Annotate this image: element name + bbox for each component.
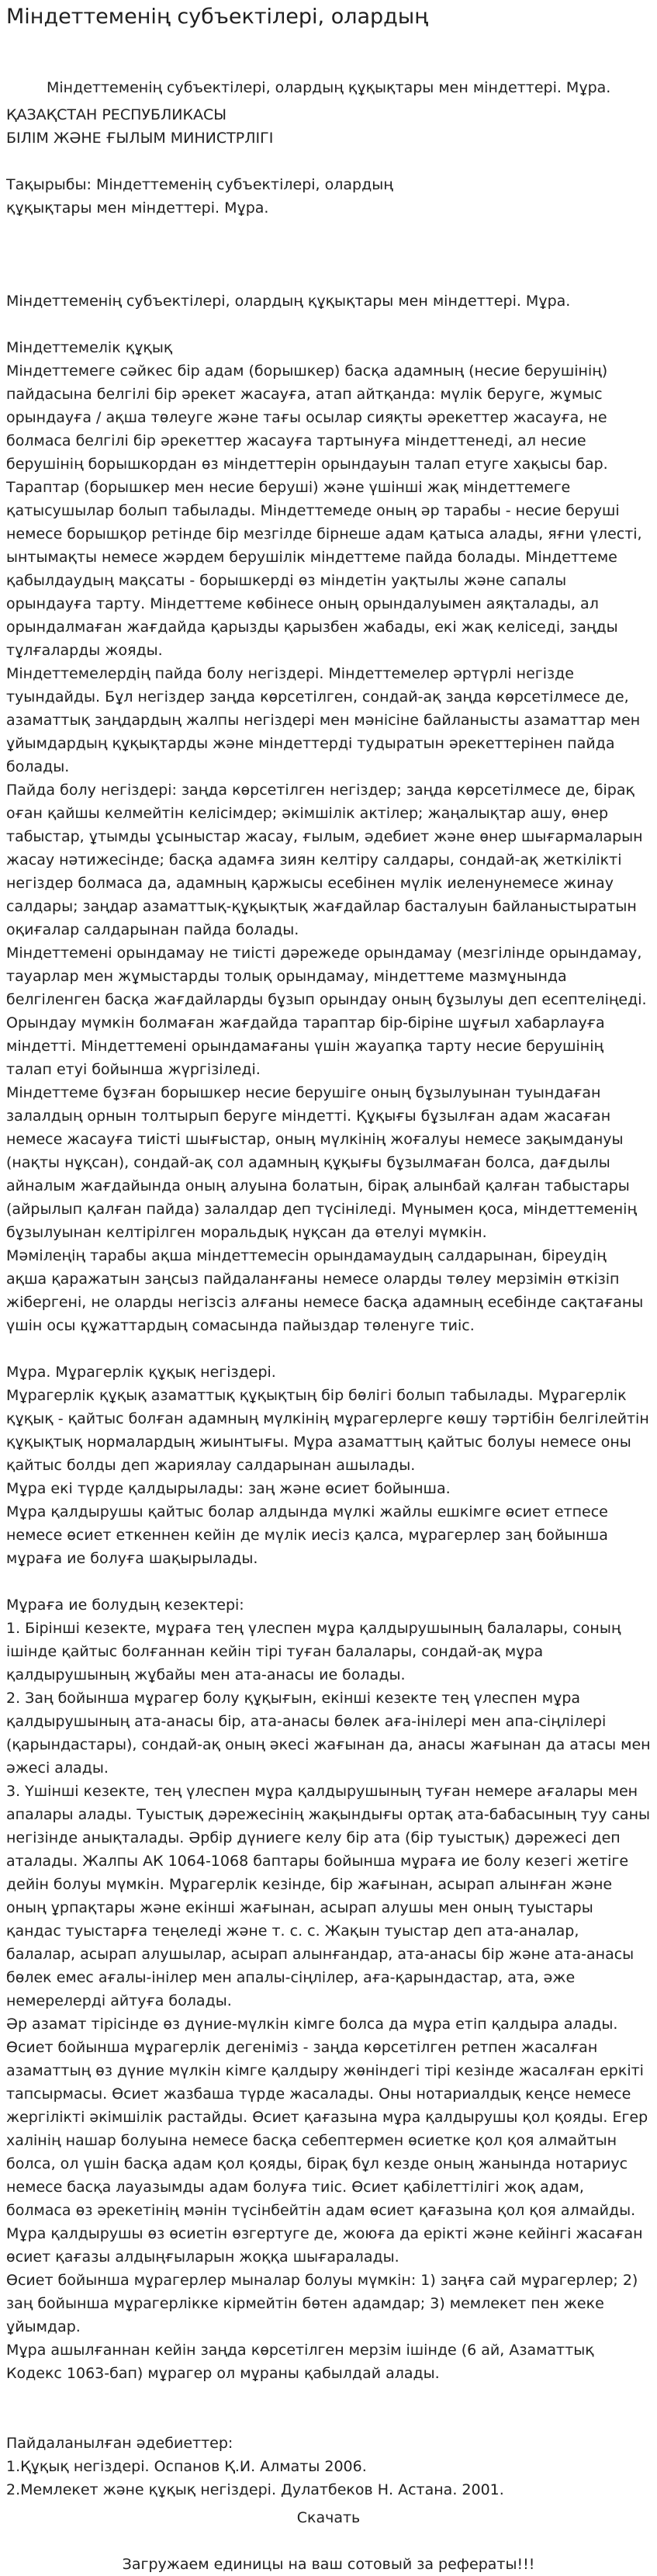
topic-line-2: құқықтары мен міндеттері. Мұра.: [6, 199, 269, 217]
republic-line: ҚАЗАҚСТАН РЕСПУБЛИКАСЫ: [6, 106, 226, 123]
body-paragraph: Мұра ашылғаннан кейін заңда көрсетілген мерзім ішінде (6 ай, Азаматтық Кодекс 1063-бап) мұрагер ол мұраны қабылдай алады.: [6, 2342, 594, 2382]
body-paragraph: Міндеттемелік құқық: [6, 339, 173, 356]
body-paragraph: Мұра екі түрде қалдырылады: заң және өсиет бойынша.: [6, 1480, 451, 1497]
body-paragraph: Міндеттеме бұзған борышкер несие берушіге оның бұзылуынан туындаған залалдың орнын толтырып беруге міндетті. Құқығы бұзылған адам жасаған немесе жасауға тиісті шығыстар, оның мүлкінің жоғалуы немесе зақымдануы (нақты нұқсан), сондай-ақ сол адамның құқығы бұзылмаған болса, дағдылы айналым жағдайында оның алуына болатын, бірақ алынбай қалған табыстары (айрылып қалған пайда) залалдар деп түсініледі. Мүнымен қоса, міндеттеменің бұзылуынан келтірілген моральдық нұқсан да өтелуі мүмкін.: [6, 1084, 637, 1241]
body-paragraph: Пайдаланылған әдебиеттер:: [6, 2435, 233, 2452]
body-paragraph: 2. Заң бойынша мұрагер болу құқығын, екінші кезекте тең үлеспен мұра қалдырушының ата-анасы бір, ата-анасы бөлек аға-інілері мен апа-сіңлілері (қарындастары), сондай-ақ оның әкесі жағынан да, анасы жағынан да атасы мен әжесі алады.: [6, 1690, 651, 1777]
body-paragraph: [6, 2408, 651, 2432]
body-paragraph: 3. Үшінші кезекте, тең үлеспен мұра қалдырушының туған немере ағалары мен апалары алады. Туыстық дәрежесінің жақындығы ортақ ата-бабасының туу саны негізінде анықталады. Әрбір дүниеге келу бір ата (бір туыстық) дәрежесі деп аталады. Жалпы АК 1064-1068 баптары бойынша мұраға ие болу кезегі жетіге дейін болуы мүмкін. Мұрагерлік кезінде, бір жағынан, асырап алынған және оның ұрпақтары және екінші жағынан, асырап алушы мен оның туыстары қандас туыстарға теңеледі және т. с. с. Жақын туыстар деп ата-аналар, балалар, асырап алушылар, асырап алынғандар, ата-анасы бір және ата-анасы бөлек емес ағалы-інілер мен апалы-сіңлілер, аға-қарындастар, ата, әже немерелерді айтуға болады.: [6, 1783, 650, 2009]
body-paragraph: [6, 1570, 651, 1593]
promo-text: Загружаем единицы на ваш сотовый за рефераты!!!: [122, 2556, 535, 2573]
body-paragraph: Өсиет бойынша мұрагерлер мыналар болуы мүмкін: 1) заңға сай мұрагерлер; 2) заң бойынша мұрагерлікке кірмейтін бөтен адамдар; 3) мемлекет пен жеке ұйымдар.: [6, 2272, 638, 2335]
body-paragraph: Пайда болу негіздері: заңда көрсетілген негіздер; заңда көрсетілмесе де, бірақ оған қайшы келмейтін келісімдер; әкімшілік актілер; жаңалықтар ашу, өнер табыстар, ұтымды ұсыныстар жасау, ғылым, әдебиет және өнер шығармаларын жасау нәтижесінде; басқа адамға зиян келтіру салдары, сондай-ақ жеткілікті негіздер болмаса да, адамның қаржысы есебінен мүлік иеленунемесе жинау салдары; заңдар азаматтық-құқықтық жағдайлар басталуын байланыстыратын оқиғалар салдарынан пайда болады.: [6, 782, 643, 938]
body-paragraph: Мұра қалдырушы қайтыс болар алдында мүлкі жайлы ешкімге өсиет етпесе немесе өсиет еткеннен кейін де мүлік иесіз қалса, мұрагерлер заң бойынша мұраға ие болуға шақырылады.: [6, 1503, 608, 1567]
page-title: Міндеттеменің субъектілері, олардың: [6, 5, 429, 29]
download-link[interactable]: Скачать: [296, 2509, 361, 2526]
body-paragraph: Міндеттемеге сәйкес бір адам (борышкер) басқа адамның (несие берушінің) пайдасына белгілі бір әрекет жасауға, атап айтқанда: мүлік беруге, жұмыс орындауға / ақша төлеуге және тағы осылар сияқты әрекеттер жасауға, не болмаса белгілі бір әрекеттер жасауға тартынуға міндеттенеді, ал несие берушінің борышкордан өз міндеттерін орындауын талап етуге хақысы бар. Тараптар (борышкер мен несие беруші) және үшінші жақ міндеттемеге қатысушылар болып табылады. Міндеттемеде оның әр тарабы - несие беруші немесе борышқор ретінде бір мезгілде бірнеше адам қатыса алады, яғни үлесті, ынтымақты немесе жәрдем берушілік міндеттеме пайда болады. Міндеттеме қабылдаудың мақсаты - борышкерді өз міндетін уақтылы және сапалы орындауға тарту. Міндеттеме көбінесе оның орындалуымен аяқталады, ал орындалмаған жағдайда қарызды қарызбен жабады, екі жақ келіседі, заңды тұлғаларды жояды.: [6, 362, 642, 659]
body-paragraph: Мұрагерлік құқық азаматтық құқықтың бір бөлігі болып табылады. Мұрагерлік құқық - қайтыс болған адамның мүлкінің мұрагерлерге көшу тәртібін белгілейтін құқықтық нормалардың жиынтығы. Мұра азаматтың қайтыс болуы немесе оны қайтыс болды деп жариялау салдарынан ашылады.: [6, 1387, 649, 1474]
document-header: [6, 103, 651, 220]
body-paragraph: 2.Мемлекет және құқық негіздері. Дулатбеков Н. Астана. 2001.: [6, 2481, 504, 2498]
body-paragraph: Мұра. Мұрагерлік құқық негіздері.: [6, 1364, 276, 1381]
body-paragraph: [6, 2385, 651, 2408]
ministry-line: БІЛІМ ЖӘНЕ ҒЫЛЫМ МИНИСТРЛІГІ: [6, 130, 274, 147]
main-title: Міндеттеменің субъектілері, олардың құқықтары мен міндеттері. Мұра.: [6, 293, 571, 310]
topic-line-1: Тақырыбы: Міндеттеменің субъектілері, олардың: [6, 176, 393, 193]
body-paragraph: Мұраға ие болудың кезектері:: [6, 1597, 244, 1614]
body-paragraph: Мәмілеңің тарабы ақша міндеттемесін орындамаудың салдарынан, біреудің ақша қаражатын заңсыз пайдаланғаны немесе оларды төлеу мерзімін өткізіп жібергені, не оларды негізсіз алғаны немесе басқа адамның есебінде сақтағаны үшін осы құжаттардың сомасында пайыздар төленуге тиіс.: [6, 1247, 644, 1334]
body-paragraph: Міндеттемелердің пайда болу негіздері. Міндеттемелер әртүрлі негізде туындайды. Бұл негіздер заңда көрсетілген, сондай-ақ заңда көрсетілмесе де, азаматтық заңдардың жалпы негіздері мен мәнісіне байланысты азаматтар мен ұйымдардың құқықтарды және міндеттерді тудыратын әрекеттерінен пайда болады.: [6, 665, 641, 775]
body-paragraph: 1.Құқық негіздері. Оспанов Қ.И. Алматы 2006.: [6, 2458, 367, 2475]
body-paragraph: [6, 1337, 651, 1361]
body-paragraph: Міндеттемені орындамау не тиісті дәрежеде орындамау (мезгілінде орындамау, тауарлар мен жұмыстарды толық орындамау, міндеттеме мазмұнында белгіленген басқа жағдайларды бұзып орындау оның бұзылуы деп есептеліңеді. Орындау мүмкін болмаған жағдайда тараптар бір-біріне шұғыл хабарлауға міндетті. Міндеттемені орындамағаны үшін жауапқа тарту несие берушінің талап етуі бойынша жүргізіледі.: [6, 945, 647, 1078]
intro-text: Міндеттеменің субъектілері, олардың құқықтары мен міндеттері. Мұра.: [47, 79, 611, 96]
article-body: [6, 336, 651, 2501]
body-paragraph: 1. Бірінші кезекте, мұраға тең үлеспен мұра қалдырушының балалары, соның ішінде қайтыс болғаннан кейін тірі туған балалары, сондай-ақ мұра қалдырушының жұбайы мен ата-анасы ие болады.: [6, 1620, 621, 1683]
body-paragraph: Әр азамат тірісінде өз дүние-мүлкін кімге болса да мұра етіп қалдыра алады. Өсиет бойынша мұрагерлік дегеніміз - заңда көрсетілген ретпен жасалған азаматтың өз дүние мүлкін кімге қалдыру жөніндегі тірі кезінде жасалған еркіті тапсырмасы. Өсиет жазбаша түрде жасалады. Оны нотариалдық кеңсе немесе жергілікті әкімшілік растайды. Өсиет қағазына мұра қалдырушы қол қояды. Егер халінің нашар болуына немесе басқа себептермен өсиетке қол қоя алмайтын болса, ол үшін басқа адам қол қояды, бірақ бұл кезде оның жанында нотариус немесе басқа лауазымды адам болуға тиіс. Өсиет қабілеттілігі жоқ адам, болмаса өз әрекетінің мәнін түсінбейтін адам өсиет қағазына қол қоя алмайды. Мұра қалдырушы өз өсиетін өзгертуге де, жоюға да ерікті және кейінгі жасаған өсиет қағазы алдыңғыларын жоққа шығаралады.: [6, 2016, 648, 2266]
